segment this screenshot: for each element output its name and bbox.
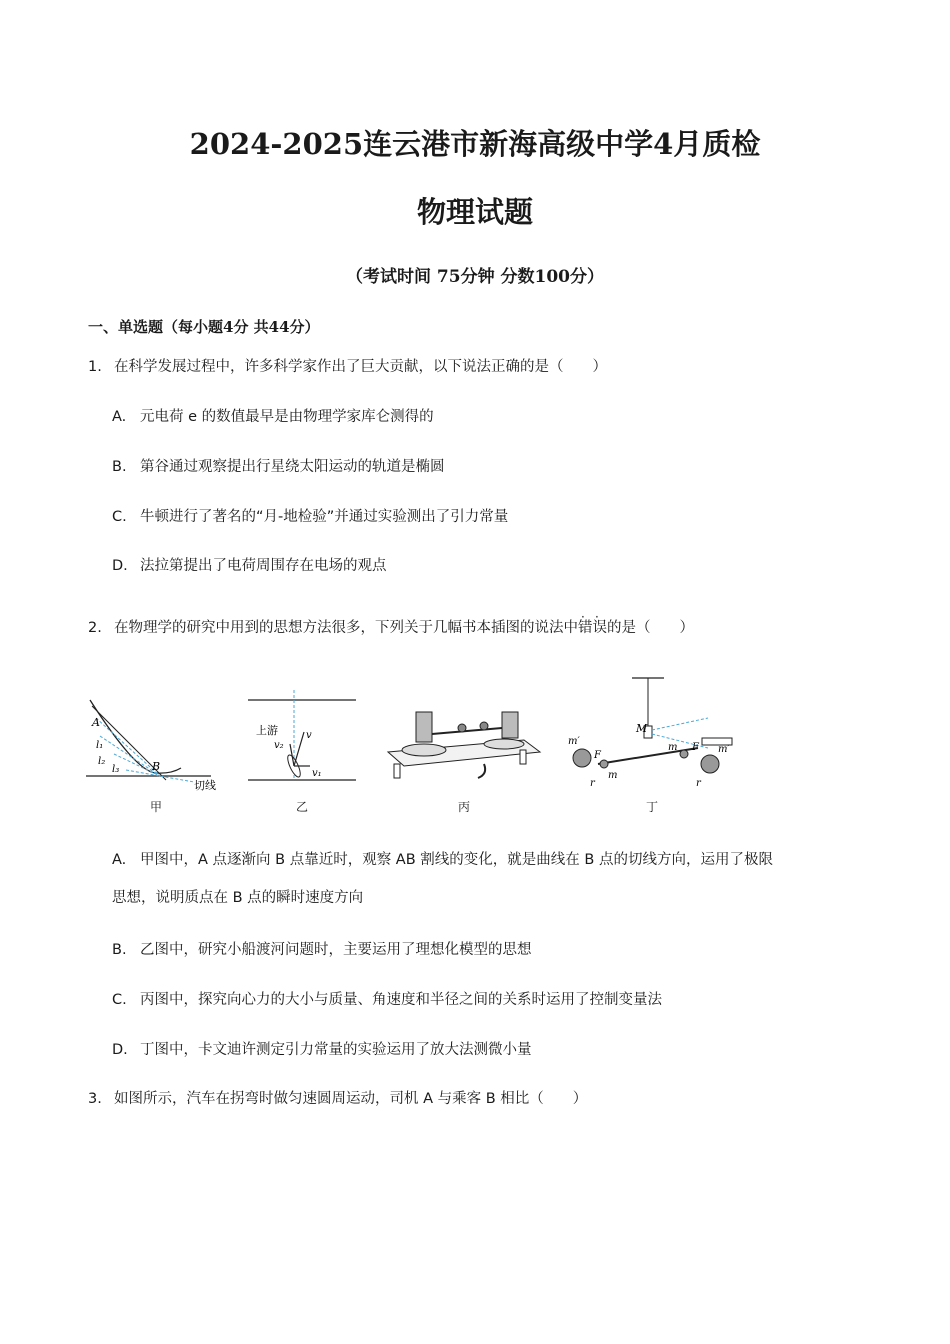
label-r: r <box>696 778 701 789</box>
left-turntable <box>402 744 446 756</box>
label-f: F <box>594 750 601 761</box>
velocity-v <box>294 732 304 766</box>
section-heading: 一、单选题（每小题4分 共44分） <box>88 318 320 336</box>
question-stem: 如图所示，汽车在拐弯时做匀速圆周运动，司机 A 与乘客 B 相比（ ） <box>114 1091 588 1107</box>
large-sphere <box>573 749 591 767</box>
label-v: v <box>306 730 312 741</box>
ball <box>458 724 466 732</box>
figure-bing <box>384 672 544 792</box>
label-m: m <box>608 770 618 781</box>
base-leg <box>520 750 526 764</box>
emphasis-word: · · 错误 <box>578 610 607 636</box>
label-f: F <box>692 742 699 753</box>
option-text: 法拉第提出了电荷周围存在电场的观点 <box>140 558 387 574</box>
option-text: 乙图中，研究小船渡河问题时，主要运用了理想化模型的思想 <box>140 942 532 958</box>
option-text: 丁图中，卡文迪许测定引力常量的实验运用了放大法测微小量 <box>140 1042 532 1058</box>
option-label: A. <box>112 409 127 425</box>
figure-ding <box>568 672 748 797</box>
exam-title: 2024-2025连云港市新海高级中学4月质检 <box>189 127 761 161</box>
option-label: B. <box>112 459 127 475</box>
arm <box>432 728 502 734</box>
label-upstream: 上游 <box>256 724 278 737</box>
figure-yi <box>246 672 361 792</box>
label-m-mirror: M <box>636 722 648 735</box>
label-v2: v₂ <box>274 740 284 751</box>
large-sphere <box>701 755 719 773</box>
option-text: 元电荷 e 的数值最早是由物理学家库仑测得的 <box>140 409 434 425</box>
ball <box>480 722 488 730</box>
secant-l2 <box>100 736 160 776</box>
crank-handle <box>478 764 485 778</box>
figure-label-ding: 丁 <box>645 800 658 814</box>
light-beam <box>652 734 708 748</box>
exam-subtitle: 物理试题 <box>416 195 533 229</box>
label-a: A <box>92 716 100 729</box>
option-text: 牛顿进行了著名的“月-地检验”并通过实验测出了引力常量 <box>140 509 509 525</box>
option-text-cont: 思想，说明质点在 B 点的瞬时速度方向 <box>112 890 364 906</box>
option-text: 第谷通过观察提出行星绕太阳运动的轨道是椭圆 <box>140 459 445 475</box>
label-l2: l₂ <box>98 756 106 767</box>
right-column <box>502 712 518 738</box>
label-tangent: 切线 <box>194 779 216 792</box>
figure-label-jia: 甲 <box>149 800 162 814</box>
option-label: A. <box>112 852 127 868</box>
right-turntable <box>484 739 524 749</box>
option-label: B. <box>112 942 127 958</box>
left-column <box>416 712 432 742</box>
q2-option-b[interactable] <box>112 938 532 959</box>
small-sphere <box>600 760 608 768</box>
label-r: r <box>590 778 595 789</box>
option-label: D. <box>112 1042 128 1058</box>
option-text: 丙图中，探究向心力的大小与质量、角速度和半径之间的关系时运用了控制变量法 <box>140 992 662 1008</box>
exam-info: （考试时间 75分钟 分数100分） <box>346 267 604 287</box>
secant-l1 <box>96 718 160 776</box>
question-1 <box>88 355 607 376</box>
question-number: 2. <box>88 620 102 636</box>
label-m-prime: m′ <box>718 744 730 755</box>
figure-label-bing: 丙 <box>457 800 470 814</box>
figure-label-yi: 乙 <box>295 800 308 814</box>
q1-option-c[interactable] <box>112 505 508 526</box>
option-text: 甲图中，A 点逐渐向 B 点靠近时，观察 AB 割线的变化，就是曲线在 B 点的切线方向，运用了极限 <box>140 852 773 868</box>
q1-option-d[interactable] <box>112 554 387 575</box>
option-label: D. <box>112 558 128 574</box>
question-stem-end: 的是（ ） <box>607 620 694 636</box>
q2-option-d[interactable] <box>112 1038 532 1059</box>
q2-option-c[interactable] <box>112 988 662 1009</box>
question-stem: 在科学发展过程中，许多科学家作出了巨大贡献，以下说法正确的是（ ） <box>114 359 607 375</box>
label-b: B <box>152 760 161 773</box>
base-leg <box>394 764 400 778</box>
label-v1: v₁ <box>312 768 322 779</box>
question-number: 1. <box>88 359 102 375</box>
figure-jia <box>86 672 226 792</box>
question-3 <box>88 1087 587 1108</box>
option-label: C. <box>112 509 127 525</box>
question-stem: 在物理学的研究中用到的思想方法很多，下列关于几幅书本插图的说法中 <box>114 620 578 636</box>
label-m: m <box>668 742 678 753</box>
q2-option-a[interactable] <box>112 841 872 917</box>
label-l1: l₁ <box>96 740 104 751</box>
option-label: C. <box>112 992 127 1008</box>
question-number: 3. <box>88 1091 102 1107</box>
question-2 <box>88 610 694 637</box>
q1-option-a[interactable] <box>112 405 434 426</box>
small-sphere <box>680 750 688 758</box>
label-l3: l₃ <box>112 764 120 775</box>
label-m-prime: m′ <box>568 736 580 747</box>
q1-option-b[interactable] <box>112 455 445 476</box>
light-beam <box>652 718 708 730</box>
